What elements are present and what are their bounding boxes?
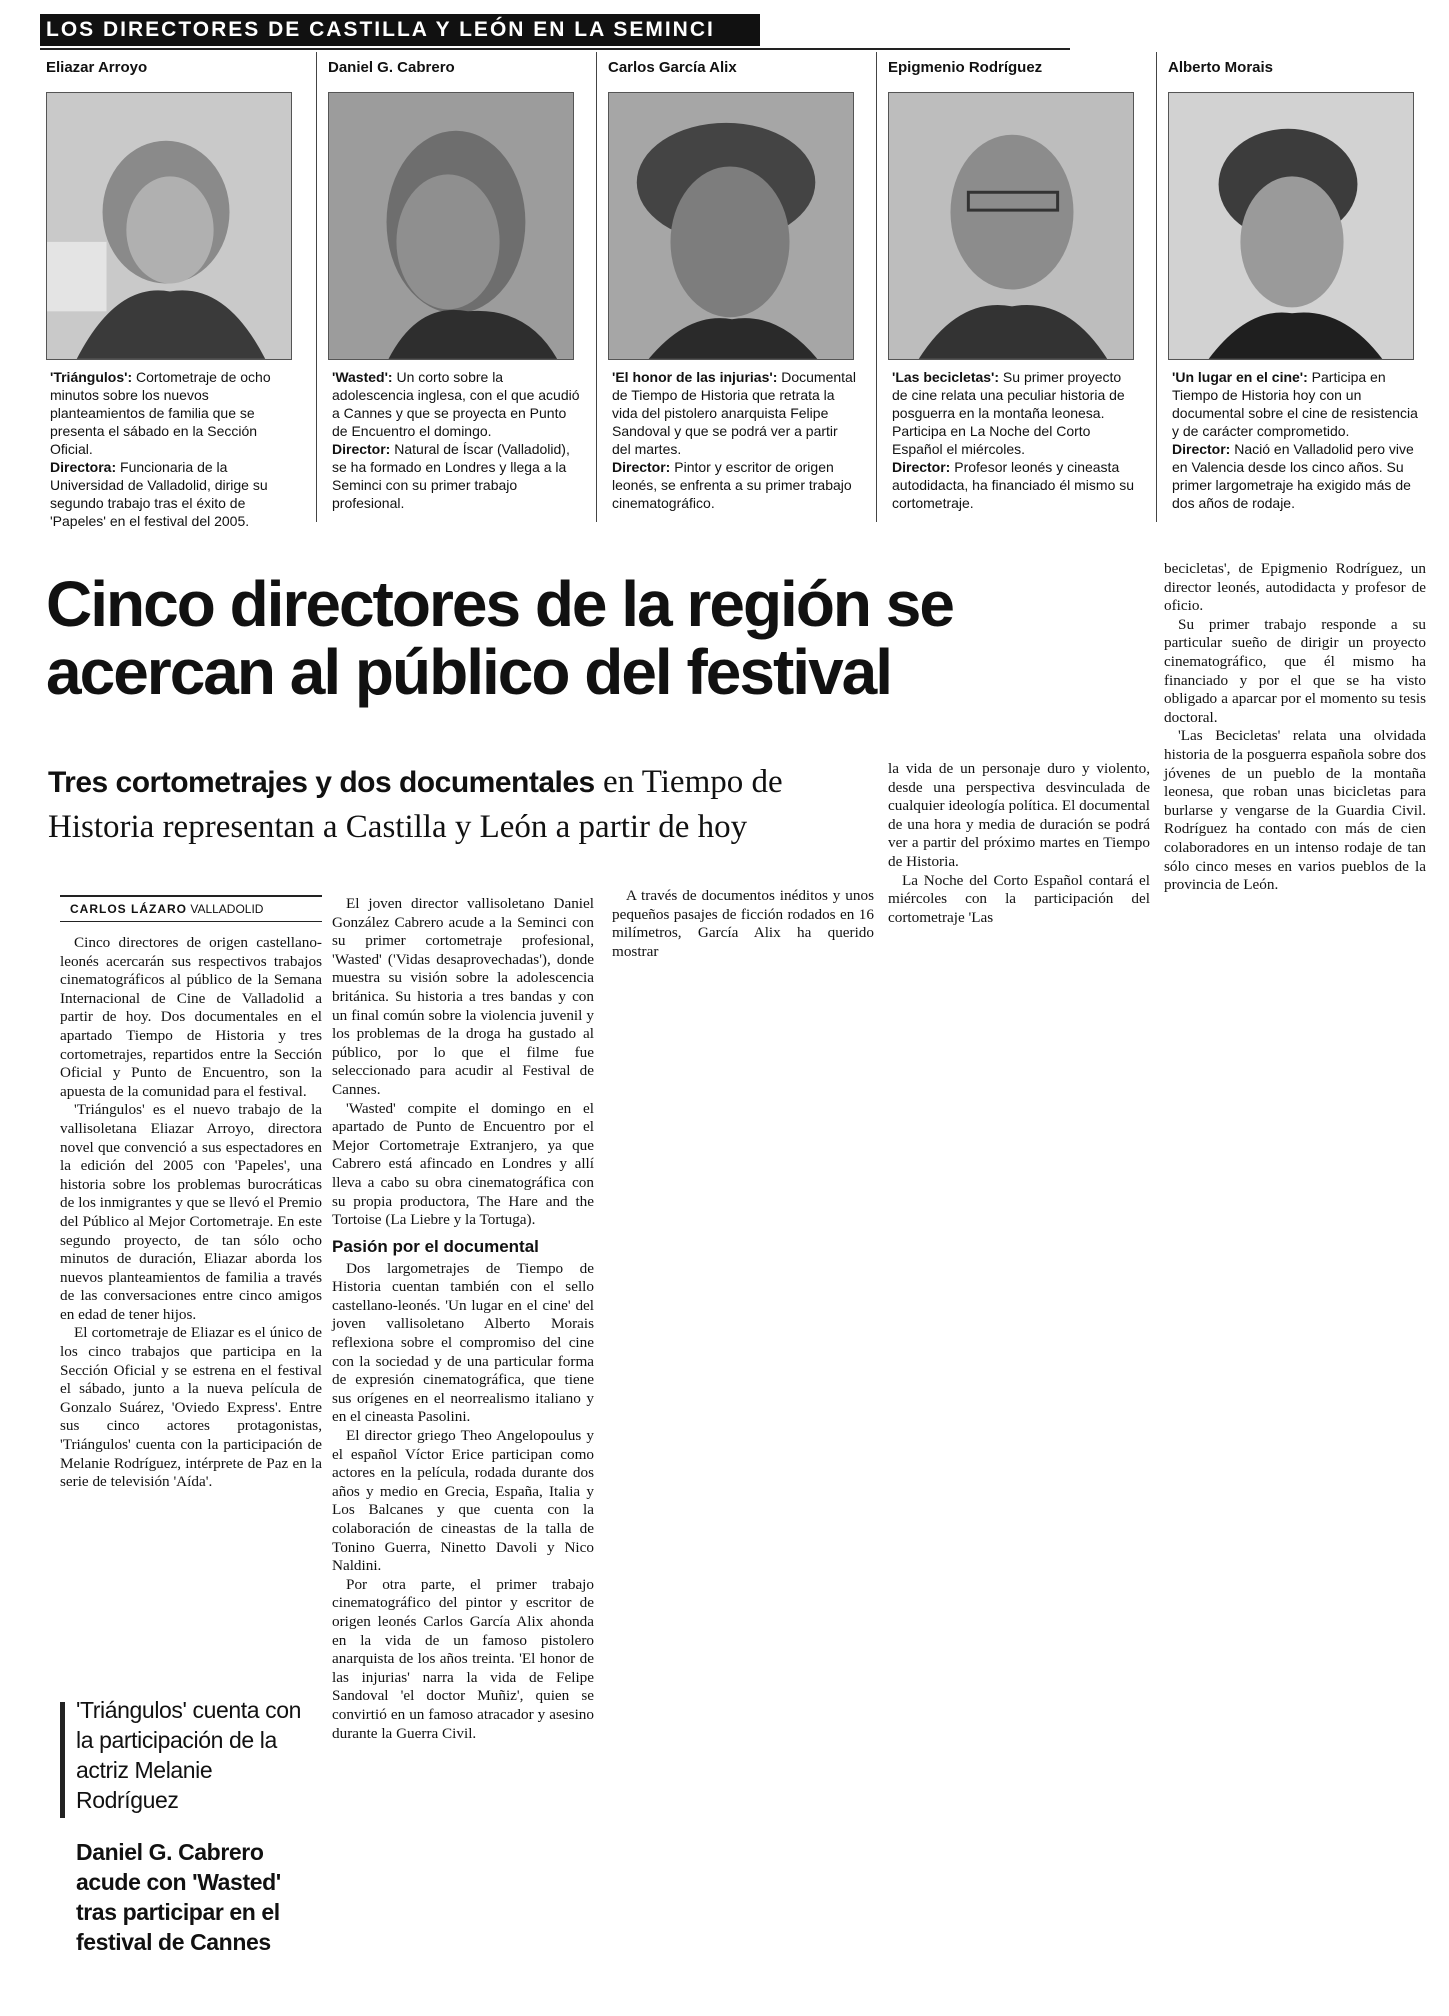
paragraph: Dos largometrajes de Tiempo de Historia cuentan también con el sello castellano-leonés. 'Un lugar en el cine' del joven vallisoletano Alberto Morais reflexiona sobre el compromiso del cine con la sociedad y de una particular forma de expresión cinematográfica, que tiene sus orígenes en el neorrealismo italiano y en el cineasta Pasolini.: [332, 1259, 594, 1426]
profile-caption: [1168, 368, 1420, 512]
profile-caption: [888, 368, 1140, 512]
pullquote-2: Daniel G. Cabrero acude con 'Wasted' tras participar en el festival de Cannes: [76, 1839, 281, 1955]
pullquote-bar: [60, 1702, 65, 1818]
profile-daniel-cabrero: [328, 52, 580, 530]
director-text: Natural de Íscar (Valladolid), se ha formado en Londres y llega a la Seminci con su primer trabajo profesional.: [332, 441, 570, 511]
profile-caption: [328, 368, 580, 512]
paragraph: 'Triángulos' es el nuevo trabajo de la vallisoletana Eliazar Arroyo, directora novel que convenció a sus espectadores en la edición del 2005 con 'Papeles', una historia sobre los problemas burocráticas de los inmigrantes y que se llevó el Premio del Público al Mejor Cortometraje. En este segundo proyecto, de tan sólo ocho minutos de duración, Eliazar aborda los nuevos planteamientos de familia a través de las conversaciones entre cinco amigos en edad de tener hijos.: [60, 1101, 322, 1323]
deck-rest: en Tiempo de Historia representan a Castilla y León a partir de hoy: [48, 764, 783, 845]
director-photo: [888, 92, 1134, 360]
column-divider: [596, 52, 597, 522]
film-label: 'Un lugar en el cine':: [1172, 369, 1308, 385]
paragraph: Su primer trabajo responde a su particular sueño de dirigir un proyecto cinematográfico, que él mismo ha financiado y por el que se ha visto obligado a aparcar por el momento su tesis doctoral.: [1164, 615, 1426, 726]
director-label: Director:: [1172, 441, 1231, 457]
paragraph: 'Las Becicletas' relata una olvidada historia de la posguerra española sobre dos jóvenes de un pueblo de la montaña leonesa, que roban unas bicicletas para burlarse y vengarse de la Guardia Civil. Rodríguez ha contado con más de cien colaboradores en un intenso rodaje de tan sólo cinco meses en varios pueblos de la provincia de León.: [1164, 727, 1426, 894]
column-divider: [316, 52, 317, 522]
profile-name: Alberto Morais: [1168, 59, 1274, 76]
director-photo: [608, 92, 854, 360]
film-label: 'El honor de las injurias':: [612, 369, 778, 385]
profile-eliazar-arroyo: [46, 52, 298, 530]
film-label: 'Las becicletas':: [892, 369, 1000, 385]
subhead: Pasión por el documental: [332, 1236, 539, 1256]
byline-place: VALLADOLID: [187, 902, 264, 916]
director-label: Directora:: [50, 459, 117, 475]
paragraph: A través de documentos inéditos y unos pequeños pasajes de ficción rodados en 16 milímetros, García Alix ha querido mostrar: [612, 887, 874, 960]
kicker-rule: [40, 48, 1070, 50]
film-text: Cortometraje de ocho minutos sobre los nuevos planteamientos de familia que se presenta el sábado en la Sección Oficial.: [50, 369, 271, 457]
director-text: Funcionaria de la Universidad de Valladolid, dirige su segundo trabajo tras el éxito de 'Papeles' en el festival del 2005.: [50, 459, 268, 529]
paragraph: la vida de un personaje duro y violento, desde una perspectiva desvinculada de cualquier ideología política. El documental de una hora y media de duración se podrá ver a partir del próximo martes en Tiempo de Historia.: [888, 760, 1150, 870]
film-text: Un corto sobre la adolescencia inglesa, con el que acudió a Cannes y que se proyecta en Punto de Encuentro el domingo.: [332, 369, 580, 439]
profile-name: Carlos García Alix: [608, 59, 737, 76]
headline: Cinco directores de la región se acercan al público del festival: [46, 568, 953, 708]
column-divider: [876, 52, 877, 522]
paragraph: 'Wasted' compite el domingo en el apartado de Punto de Encuentro por el Mejor Cortometraje Extranjero, ya que Cabrero está afincado en Londres y allí lleva a cabo su obra cinematográfica con su propia productora, The Hare and the Tortoise (La Liebre y la Tortuga).: [332, 1099, 594, 1229]
body-column-2: [332, 895, 594, 1743]
profile-caption: [608, 368, 860, 512]
byline-author: CARLOS LÁZARO: [70, 902, 187, 916]
profile-alberto-morais: [1168, 52, 1420, 530]
director-photo: [46, 92, 292, 360]
paragraph: La Noche del Corto Español contará el miércoles con la participación del cortometraje 'Las: [888, 871, 1150, 926]
paragraph: El joven director vallisoletano Daniel González Cabrero acude a la Seminci con su primer cortometraje profesional, 'Wasted' ('Vidas desaprovechadas'), donde muestra su visión sobre la adolescencia británica. Su historia a tres bandas y con un final común sobre la violencia juvenil y los problemas de la droga ha gustado al público, por lo que el filme fue seleccionado para acudir al Festival de Cannes.: [332, 895, 594, 1098]
director-text: Profesor leonés y cineasta autodidacta, ha financiado él mismo su cortometraje.: [892, 459, 1135, 511]
film-text: Su primer proyecto de cine relata una peculiar historia de posguerra en la montaña leonesa. Participa en La Noche del Corto Español el miércoles.: [892, 369, 1125, 457]
paragraph: Cinco directores de origen castellano-leonés acercarán sus respectivos trabajos cinematográficos al público de la Semana Internacional de Cine de Valladolid a partir de hoy. Dos documentales en el apartado Tiempo de Historia y tres cortometrajes, repartidos entre la Sección Oficial y Punto de Encuentro, son la apuesta de la comunidad para el festival.: [60, 934, 322, 1100]
deck: [48, 760, 868, 849]
body-column-5: [1164, 560, 1426, 895]
director-text: Nació en Valladolid pero vive en Valencia desde los cinco años. Su primer largometraje ha exigido más de dos años de rodaje.: [1172, 441, 1414, 511]
body-column-3: [612, 887, 874, 961]
director-text: Pintor y escritor de origen leonés, se enfrenta a su primer trabajo cinematográfico.: [612, 459, 852, 511]
pullquote-1: 'Triángulos' cuenta con la participación de la actriz Melanie Rodríguez: [76, 1697, 302, 1813]
section-kicker: LOS DIRECTORES DE CASTILLA Y LEÓN EN LA SEMINCI: [40, 14, 760, 46]
director-label: Director:: [332, 441, 391, 457]
paragraph: El cortometraje de Eliazar es el único de los cinco trabajos que participa en la Sección Oficial y se estrena en el festival el sábado, junto a la nueva película de Gonzalo Suárez, 'Oviedo Express'. Entre sus cinco actores protagonistas, 'Triángulos' cuenta con la participación de Melanie Rodríguez, intérprete de Paz en la serie de televisión 'Aída'.: [60, 1324, 322, 1491]
profile-carlos-garcia-alix: [608, 52, 860, 530]
director-label: Director:: [612, 459, 671, 475]
film-label: 'Wasted':: [332, 369, 393, 385]
film-label: 'Triángulos':: [50, 369, 133, 385]
profile-name: Eliazar Arroyo: [46, 59, 148, 76]
director-photo: [328, 92, 574, 360]
film-text: Documental de Tiempo de Historia que retrata la vida del pistolero anarquista Felipe Sandoval y que se podrá ver a partir del martes.: [612, 369, 856, 457]
director-label: Director:: [892, 459, 951, 475]
paragraph: becicletas', de Epigmenio Rodríguez, un director leonés, autodidacta y profesor de oficio.: [1164, 560, 1426, 615]
body-column-4: [888, 760, 1150, 927]
body-column-1: [60, 934, 322, 1492]
column-divider: [1156, 52, 1157, 522]
film-text: Participa en Tiempo de Historia hoy con un documental sobre el cine de resistencia y de carácter comprometido.: [1172, 369, 1418, 439]
deck-strong: Tres cortometrajes y dos documentales: [48, 766, 595, 799]
profile-name: Daniel G. Cabrero: [328, 59, 455, 76]
byline: [60, 895, 322, 922]
director-photo: [1168, 92, 1414, 360]
profile-caption: [46, 368, 298, 530]
paragraph: Por otra parte, el primer trabajo cinematográfico del pintor y escritor de origen leonés Carlos García Alix ahonda en la vida de un famoso pistolero anarquista de los años treinta. 'El honor de las injurias' narra la vida de Felipe Sandoval 'el doctor Muñiz', quien se convirtió en un famoso atracador y asesino durante la Guerra Civil.: [332, 1575, 594, 1742]
paragraph: El director griego Theo Angelopoulus y el español Víctor Erice participan como actores en la película, rodada durante dos años y medio en Grecia, España, Italia y Los Balcanes y que cuenta con la colaboración de cineastas de la talla de Tonino Guerra, Ninetto Davoli y Nico Naldini.: [332, 1427, 594, 1575]
profile-epigmenio-rodriguez: [888, 52, 1140, 530]
profile-name: Epigmenio Rodríguez: [888, 59, 1043, 76]
